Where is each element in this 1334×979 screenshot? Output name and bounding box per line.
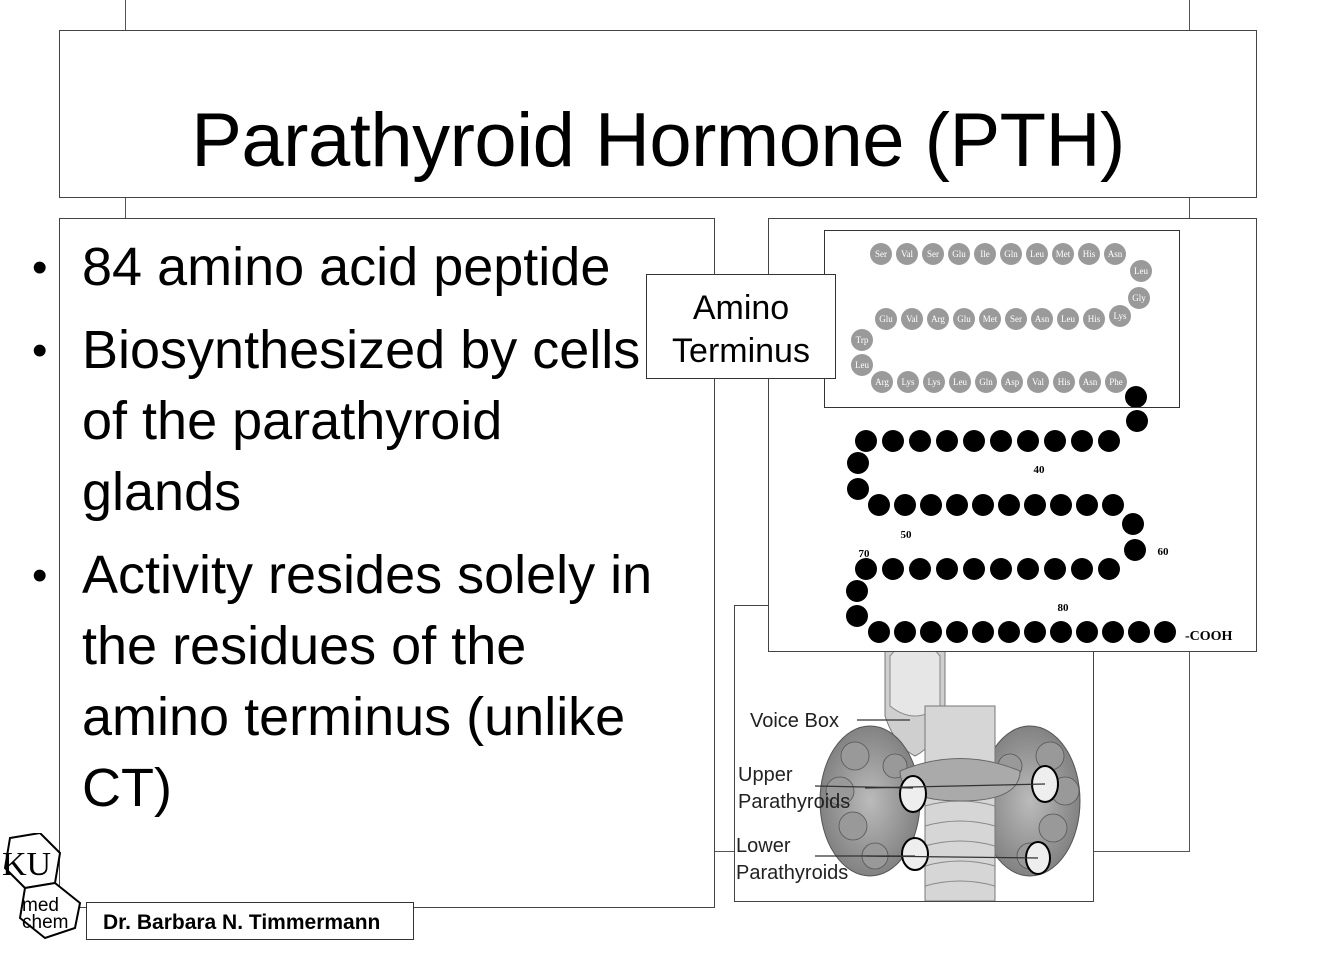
residue-black bbox=[920, 621, 942, 643]
residue-black bbox=[936, 558, 958, 580]
logo-ku-text: KU bbox=[2, 846, 52, 883]
residue-black bbox=[1071, 430, 1093, 452]
credit-box bbox=[86, 902, 414, 940]
residue-black bbox=[1017, 430, 1039, 452]
residue-black bbox=[946, 621, 968, 643]
logo-med-text: med bbox=[22, 895, 59, 916]
residue-label: Gln bbox=[979, 377, 993, 387]
residue-label: Glu bbox=[879, 314, 893, 324]
residue-label: Lys bbox=[901, 377, 915, 387]
residue-label: Arg bbox=[875, 377, 889, 387]
residue-black bbox=[868, 621, 890, 643]
residue-label: Glu bbox=[952, 249, 966, 259]
residue-black bbox=[909, 558, 931, 580]
amino-terminus-region bbox=[824, 230, 1180, 408]
residue-label: Asn bbox=[1034, 314, 1050, 324]
ku-medchem-logo bbox=[0, 833, 86, 943]
residue-black bbox=[972, 621, 994, 643]
bullet-item: • Activity resides solely in the residues of the amino terminus (unlike CT) bbox=[82, 540, 662, 824]
residue-black bbox=[868, 494, 890, 516]
upper-parathyroids-label: Upper Parathyroids bbox=[738, 764, 851, 813]
amino-terminus-callout bbox=[646, 274, 836, 379]
residue-black bbox=[963, 430, 985, 452]
residue-black bbox=[1044, 430, 1066, 452]
residue-black bbox=[909, 430, 931, 452]
residue-black bbox=[846, 580, 868, 602]
residue-black bbox=[882, 558, 904, 580]
residue-label: Val bbox=[906, 314, 918, 324]
residue-black bbox=[1076, 621, 1098, 643]
residue-black bbox=[1044, 558, 1066, 580]
residue-black bbox=[936, 430, 958, 452]
voice-box-label: Voice Box bbox=[750, 710, 839, 732]
residue-label: Ser bbox=[927, 249, 939, 259]
frame-line-right bbox=[1189, 0, 1190, 30]
bullet-dot-icon: • bbox=[32, 551, 48, 600]
frame-line-left-2 bbox=[125, 198, 126, 218]
residue-black bbox=[920, 494, 942, 516]
residue-black bbox=[1017, 558, 1039, 580]
residue-black bbox=[1124, 539, 1146, 561]
residue-black bbox=[990, 558, 1012, 580]
hexagon-logo-icon bbox=[0, 833, 86, 943]
bullet-list bbox=[32, 232, 662, 836]
residue-label: His bbox=[1082, 249, 1096, 259]
residue-black bbox=[847, 478, 869, 500]
residue-black bbox=[1098, 558, 1120, 580]
residue-black bbox=[846, 605, 868, 627]
residue-black bbox=[1050, 494, 1072, 516]
cooh-terminus-label: -COOH bbox=[1185, 629, 1233, 644]
residue-black bbox=[882, 430, 904, 452]
residue-label: Gln bbox=[1004, 249, 1018, 259]
residue-black bbox=[894, 621, 916, 643]
residue-label: Leu bbox=[953, 377, 967, 387]
logo-chem-text: chem bbox=[22, 912, 69, 933]
residue-black bbox=[1122, 513, 1144, 535]
residue-black bbox=[1071, 558, 1093, 580]
frame-line-bottom bbox=[1094, 851, 1190, 852]
residue-black bbox=[963, 558, 985, 580]
residue-black bbox=[894, 494, 916, 516]
residue-label: Leu bbox=[1030, 249, 1044, 259]
residue-label: His bbox=[1087, 314, 1101, 324]
residue-label: Glu bbox=[957, 314, 971, 324]
position-number-label: 80 bbox=[1057, 602, 1069, 614]
residue-black bbox=[1102, 494, 1124, 516]
residue-label: Lys bbox=[927, 377, 941, 387]
residue-label: Met bbox=[982, 314, 998, 324]
residue-black bbox=[1024, 621, 1046, 643]
title-box bbox=[59, 30, 1257, 198]
residue-black bbox=[1154, 621, 1176, 643]
residue-black bbox=[946, 494, 968, 516]
residue-label: Lys bbox=[1113, 311, 1127, 321]
residue-label: Val bbox=[1032, 377, 1044, 387]
position-number-label: 40 bbox=[1033, 464, 1045, 476]
frame-line-right-3 bbox=[1189, 652, 1190, 852]
residue-black bbox=[990, 430, 1012, 452]
residue-black bbox=[998, 494, 1020, 516]
residue-black bbox=[1128, 621, 1150, 643]
residue-label: His bbox=[1057, 377, 1071, 387]
residue-black bbox=[1126, 410, 1148, 432]
residue-label: Ile bbox=[980, 249, 990, 259]
slide-title: Parathyroid Hormone (PTH) bbox=[191, 98, 1125, 183]
residue-label: Val bbox=[901, 249, 913, 259]
residue-label: Arg bbox=[931, 314, 945, 324]
residue-label: Ser bbox=[1010, 314, 1022, 324]
frame-line-right-2 bbox=[1189, 198, 1190, 218]
residue-black bbox=[847, 452, 869, 474]
residue-label: Leu bbox=[1061, 314, 1075, 324]
position-number-label: 70 bbox=[858, 548, 870, 560]
residue-black bbox=[1102, 621, 1124, 643]
residue-black bbox=[972, 494, 994, 516]
author-credit: Dr. Barbara N. Timmermann bbox=[103, 911, 381, 934]
lower-parathyroids-label: Lower Parathyroids bbox=[736, 835, 849, 884]
bullet-dot-icon: • bbox=[32, 326, 48, 375]
bullet-item: • Biosynthesized by cells of the parathyroid glands bbox=[82, 315, 662, 528]
frame-line-left bbox=[125, 0, 126, 30]
position-number-label: 50 bbox=[900, 529, 912, 541]
residue-label: Gly bbox=[1132, 293, 1146, 303]
residue-label: Phe bbox=[1109, 377, 1123, 387]
frame-line-bottom-2 bbox=[715, 851, 735, 852]
position-number-label: 60 bbox=[1157, 546, 1169, 558]
residue-label: Met bbox=[1055, 249, 1071, 259]
residue-label: Ser bbox=[875, 249, 887, 259]
residue-black bbox=[1024, 494, 1046, 516]
residue-label: Asp bbox=[1004, 377, 1020, 387]
residue-black bbox=[855, 430, 877, 452]
residue-label: Trp bbox=[855, 335, 869, 345]
residue-label: Asn bbox=[1107, 249, 1123, 259]
residue-black bbox=[1050, 621, 1072, 643]
residue-label: Leu bbox=[1134, 266, 1148, 276]
bullet-item: • 84 amino acid peptide bbox=[82, 232, 662, 303]
residue-black bbox=[1076, 494, 1098, 516]
residue-black bbox=[998, 621, 1020, 643]
residue-black bbox=[855, 558, 877, 580]
amino-terminus-label: Amino Terminus bbox=[672, 289, 810, 370]
residue-label: Asn bbox=[1082, 377, 1098, 387]
bullet-dot-icon: • bbox=[32, 243, 48, 292]
residue-black bbox=[1098, 430, 1120, 452]
residue-label: Leu bbox=[855, 360, 869, 370]
